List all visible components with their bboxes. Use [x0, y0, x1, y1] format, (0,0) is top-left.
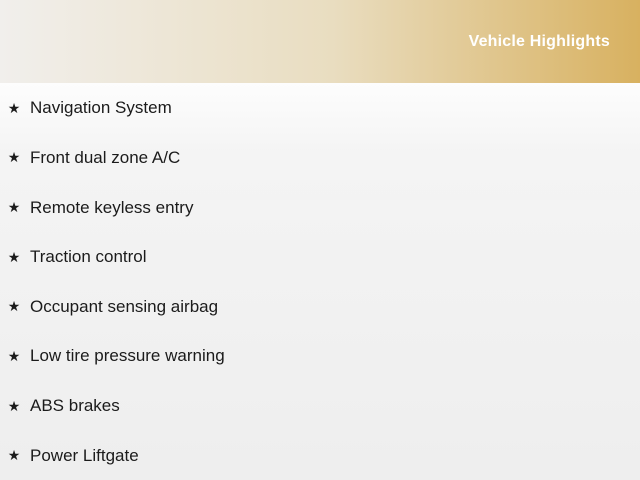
- feature-label: ABS brakes: [30, 396, 120, 416]
- page-title: Vehicle Highlights: [468, 32, 610, 50]
- list-item: [0, 232, 640, 282]
- star-icon: ★: [7, 397, 21, 414]
- feature-label: Low tire pressure warning: [30, 346, 225, 366]
- list-item: [0, 133, 640, 183]
- star-icon: ★: [7, 199, 21, 216]
- list-item: [0, 182, 640, 232]
- star-icon: ★: [7, 447, 21, 464]
- feature-label: Traction control: [30, 247, 147, 267]
- list-item: [0, 282, 640, 332]
- feature-label: Remote keyless entry: [30, 197, 194, 217]
- list-item: [0, 331, 640, 381]
- star-icon: ★: [7, 149, 21, 166]
- list-item: [0, 381, 640, 431]
- star-icon: ★: [7, 347, 21, 364]
- feature-label: Occupant sensing airbag: [30, 296, 219, 316]
- star-icon: ★: [7, 99, 21, 116]
- star-icon: ★: [7, 298, 21, 315]
- feature-list: [0, 83, 640, 480]
- list-item: [0, 83, 640, 133]
- list-item: [0, 430, 640, 480]
- feature-label: Navigation System: [30, 98, 172, 118]
- star-icon: ★: [7, 248, 21, 265]
- feature-label: Power Liftgate: [30, 445, 139, 465]
- highlights-header: [0, 0, 640, 83]
- feature-label: Front dual zone A/C: [30, 147, 181, 167]
